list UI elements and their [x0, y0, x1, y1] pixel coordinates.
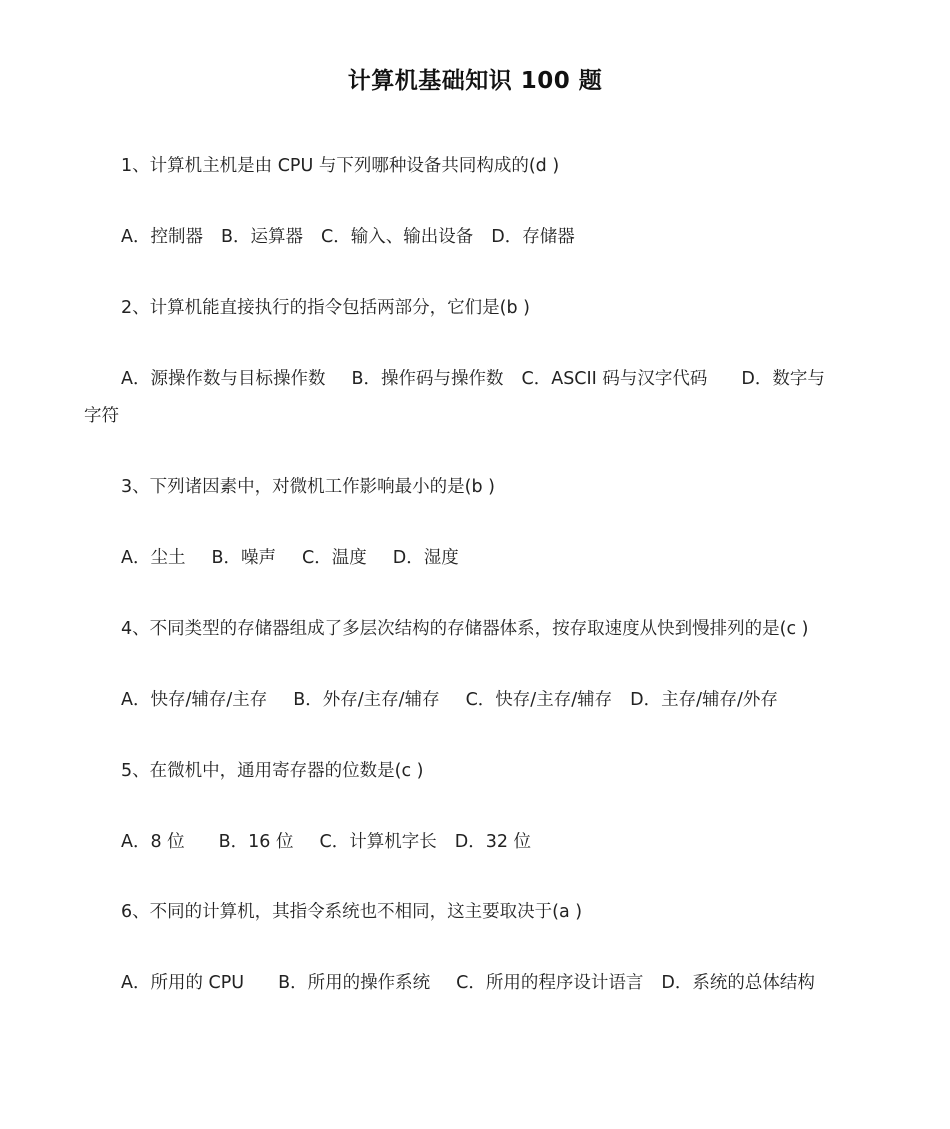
option-d: D．湿度 [392, 548, 459, 568]
option-a: A．控制器 [121, 227, 203, 247]
option-d: D．数字与 [741, 369, 825, 389]
option-a: A．8 位 [121, 832, 185, 852]
option-c: C．ASCII 码与汉字代码 [521, 369, 708, 389]
option-c: C．温度 [302, 548, 367, 568]
option-b: B．16 位 [218, 832, 294, 852]
question-stem: 6、不同的计算机，其指令系统也不相同，这主要取决于(a ) [121, 902, 583, 922]
option-d: D．主存/辅存/外存 [630, 690, 778, 710]
option-d: D．存储器 [491, 227, 575, 247]
option-b: B．所用的操作系统 [278, 973, 431, 993]
option-a: A．快存/辅存/主存 [121, 690, 268, 710]
option-c: C．计算机字长 [319, 832, 437, 852]
option-d: D．系统的总体结构 [661, 973, 815, 993]
option-b: B．操作码与操作数 [351, 369, 504, 389]
option-a: A．所用的 CPU [121, 973, 245, 993]
question-stem: 2、计算机能直接执行的指令包括两部分，它们是(b ) [121, 298, 530, 318]
option-b: B．运算器 [220, 227, 303, 247]
question-options [121, 544, 459, 569]
option-c: C．所用的程序设计语言 [456, 973, 644, 993]
option-continuation: 字符 [84, 406, 119, 426]
question-options [121, 365, 825, 390]
document-title: 计算机基础知识 100 题 [347, 68, 603, 94]
question-options [121, 828, 531, 853]
option-d: D．32 位 [454, 832, 532, 852]
question-stem: 3、下列诸因素中，对微机工作影响最小的是(b ) [121, 477, 495, 497]
option-b: B．外存/主存/辅存 [293, 690, 440, 710]
option-a: A．尘土 [121, 548, 186, 568]
option-b: B．噪声 [211, 548, 276, 568]
option-c: C．快存/主存/辅存 [465, 690, 613, 710]
question-options [121, 686, 778, 711]
question-stem: 1、计算机主机是由 CPU 与下列哪种设备共同构成的(d ) [121, 156, 560, 176]
question-options [121, 223, 575, 248]
question-stem: 4、不同类型的存储器组成了多层次结构的存储器体系，按存取速度从快到慢排列的是(c ) [121, 619, 809, 639]
question-stem: 5、在微机中，通用寄存器的位数是(c ) [121, 761, 424, 781]
question-options [121, 969, 815, 994]
option-c: C．输入、输出设备 [321, 227, 474, 247]
option-a: A．源操作数与目标操作数 [121, 369, 326, 389]
